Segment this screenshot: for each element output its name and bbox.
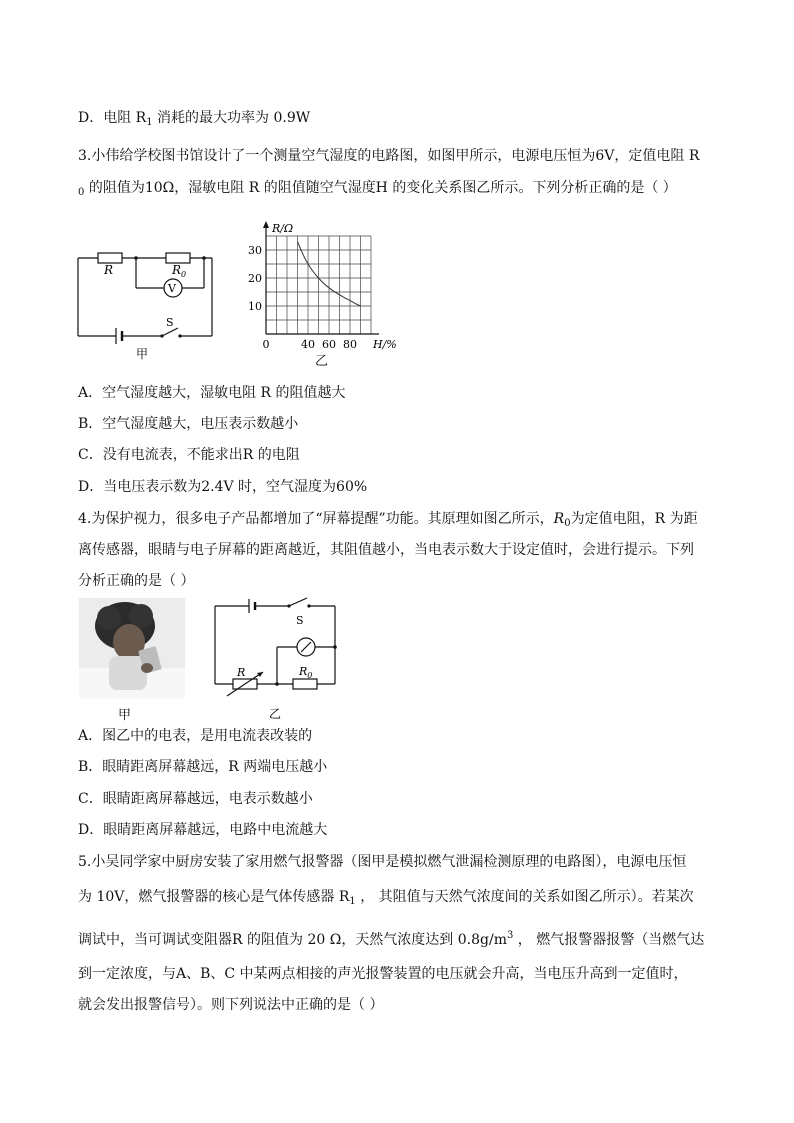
label-s: S bbox=[296, 614, 304, 627]
q3-stem-line1: 3.小伟给学校图书馆设计了一个测量空气湿度的电路图，如图甲所示，电源电压恒为6V，定值电阻 R bbox=[78, 148, 700, 164]
q3-stem-line2: $_0$ 的阻值为10Ω，湿敏电阻 R 的阻值随空气湿度H 的变化关系图乙所示。下列分析正确的是（ ） bbox=[78, 180, 677, 198]
q4-photo-caption: 甲 bbox=[118, 708, 132, 723]
q5-stem-line3: 调试中，当可调试变阻器R 的阻值为 20 Ω，天然气浓度达到 $0.8g/m^3$ ， 燃气报警器报警（当燃气达 bbox=[78, 930, 705, 948]
circuit-caption: 乙 bbox=[269, 707, 282, 721]
q4-option-a: A．图乙中的电表，是用电流表改装的 bbox=[78, 728, 313, 744]
graph-grid bbox=[266, 236, 371, 334]
label-r: R bbox=[237, 666, 246, 679]
q3-option-b: B．空气湿度越大，电压表示数越小 bbox=[78, 416, 299, 432]
q5-stem-line2: 为 10V，燃气报警器的核心是气体传感器 $R_1$ ， 其阻值与天然气浓度间的关系如图乙所示）。若某次 bbox=[78, 889, 694, 907]
voltmeter-label: V bbox=[168, 282, 176, 295]
q4-stem-line2: 离传感器，眼睛与电子屏幕的距离越近，其阻值越小，当电表示数大于设定值时，会进行提示。下列 bbox=[78, 542, 694, 558]
x-tick-label: 80 bbox=[343, 338, 357, 351]
graph-axes bbox=[263, 221, 379, 334]
q4-option-d: D．眼睛距离屏幕越远，电路中电流越大 bbox=[78, 822, 328, 838]
q4-stem-line3: 分析正确的是（ ） bbox=[78, 573, 195, 589]
x-tick-label: 40 bbox=[301, 338, 315, 351]
label-r: R bbox=[104, 263, 114, 277]
q3-option-c: C．没有电流表，不能求出R 的电阻 bbox=[78, 447, 300, 463]
y-axis-arrow bbox=[263, 221, 269, 228]
q3-option-a: A．空气湿度越大，湿敏电阻 R 的阻值越大 bbox=[78, 385, 346, 401]
q3-circuit-diagram bbox=[70, 240, 230, 361]
q4-option-b: B．眼睛距离屏幕越远，R 两端电压越小 bbox=[78, 759, 328, 775]
graph-ticks bbox=[248, 244, 357, 351]
graph-ylabel: R/Ω bbox=[272, 222, 294, 235]
q4-circuit-diagram bbox=[205, 596, 355, 726]
x-tick-label: 60 bbox=[322, 338, 336, 351]
q5-stem-line1: 5.小吴同学家中厨房安装了家用燃气报警器（图甲是模拟燃气泄漏检测原理的电路图），电源电压恒 bbox=[78, 854, 687, 870]
y-tick-label: 30 bbox=[248, 244, 262, 257]
graph-xlabel: H/% bbox=[373, 338, 397, 351]
y-tick-label: 10 bbox=[248, 300, 262, 313]
circuit-caption: 甲 bbox=[136, 347, 149, 361]
x-tick-label: 0 bbox=[262, 338, 270, 351]
label-r0: $R_0$ bbox=[299, 665, 313, 680]
label-r0: $R_0$ bbox=[172, 263, 187, 279]
q3-graph-caption: 乙 bbox=[315, 354, 329, 369]
q3-humidity-graph bbox=[240, 218, 410, 368]
q4-option-c: C．眼睛距离屏幕越远，电表示数越小 bbox=[78, 791, 313, 807]
q2-option-d: D．电阻 $R_1$ 消耗的最大功率为 0.9W bbox=[78, 110, 311, 128]
q4-stem-line1: 4.为保护视力，很多电子产品都增加了“屏幕提醒”功能。其原理如图乙所示，$R_0$为定值电阻，R 为距 bbox=[78, 511, 698, 529]
label-s: S bbox=[166, 316, 174, 329]
y-tick-label: 20 bbox=[248, 272, 262, 285]
q5-stem-line4: 到一定浓度，与A、B、C 中某两点相接的声光报警装置的电压就会升高，当电压升高到一定值时， bbox=[78, 966, 688, 982]
q3-option-d: D．当电压表示数为2.4V 时，空气湿度为60% bbox=[78, 479, 368, 495]
q5-stem-line5: 就会发出报警信号）。则下列说法中正确的是（ ） bbox=[78, 997, 384, 1013]
q4-photo-child-with-tablet bbox=[79, 598, 185, 699]
